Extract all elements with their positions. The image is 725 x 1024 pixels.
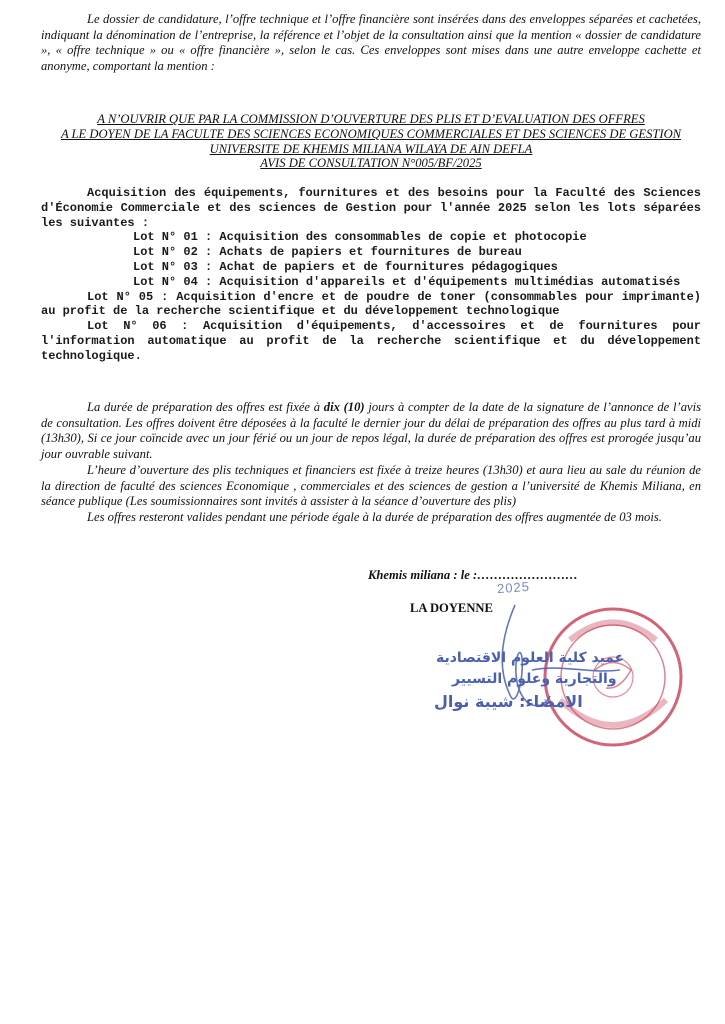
lot-item: Lot N° 04 : Acquisition d'appareils et d'équipements multimédias automatisés	[133, 274, 681, 289]
consultation-object: Acquisition des équipements, fournitures et des besoins pour la Faculté des Sciences d'Économie Commerciale et des sciences de Gestion pour l'année 2025 selon les lots séparées les suivantes :	[41, 186, 701, 230]
address-line-2: A LE DOYEN DE LA FACULTE DES SCIENCES ECONOMIQUES COMMERCIALES ET DES SCIENCES DE GESTION	[60, 126, 682, 141]
stamp-line-1: عميد كلية العلوم الاقتصادية	[436, 650, 625, 666]
lot-item: Lot N° 02 : Achats de papiers et fournitures de bureau	[133, 245, 522, 260]
address-line-1: A N’OUVRIR QUE PAR LA COMMISSION D’OUVERTURE DES PLIS ET D’EVALUATION DES OFFRES	[97, 112, 645, 126]
lot-item: Lot N° 03 : Achat de papiers et de fournitures pédagogiques	[133, 259, 558, 274]
lot-item: Lot N° 01 : Acquisition des consommables de copie et photocopie	[133, 230, 587, 245]
duration-days: dix (10)	[323, 400, 365, 414]
signatory-title: LA DOYENNE	[410, 601, 493, 615]
lot-item: Lot N° 06 : Acquisition d'équipements, d'accessoires et de fournitures pour l'information automatique au profit de la recherche scientifique et du développement technologique.	[41, 319, 701, 363]
address-line-3: UNIVERSITE DE KHEMIS MILIANA WILAYA DE AIN DEFLA	[209, 141, 533, 156]
address-line-4: AVIS DE CONSULTATION N°005/BF/2025	[260, 156, 482, 171]
stamp-line-2: والتجارية وعلوم التسيير	[452, 671, 617, 687]
opening-time-paragraph: L’heure d’ouverture des plis techniques et financiers est fixée à treize heures (13h30) et aura lieu au sale du réunion de la direction de faculté des sciences Economique , commerciales et des sciences de gestion a l’université de Khemis Miliana, en séance publique (Les soumissionnaires sont invités à assister à la séance d’ouverture des plis)	[41, 463, 701, 508]
consultation-object-block	[41, 186, 701, 364]
duration-text-before: La durée de préparation des offres est fixée à	[87, 400, 324, 414]
lot-item: Lot N° 05 : Acquisition d'encre et de poudre de toner (consommables pour imprimante) au profit de la recherche scientifique et du développement technologique	[41, 289, 701, 319]
stamp-line-3: الامضاء: شيبة نوال	[434, 692, 583, 711]
place-date-line: Khemis miliana : le :……………………	[368, 568, 578, 582]
intro-paragraph: Le dossier de candidature, l’offre technique et l’offre financière sont insérées dans des enveloppes séparées et cachetées, indiquant la dénomination de l’entreprise, la référence et l’objet de la consultation ainsi que la mention « dossier de candidature », « offre technique » ou « offre financière », selon le cas. Ces enveloppes sont mises dans une autre enveloppe cachette et anonyme, comportant la mention :	[41, 12, 701, 73]
duration-paragraph	[41, 400, 701, 462]
date-stamp: 2025	[496, 578, 531, 597]
validity-paragraph: Les offres resteront valides pendant une période égale à la durée de préparation des offres augmentée de 03 mois.	[87, 510, 662, 524]
duration-text-after: jours à compter de la date de la signature de l’annonce de l’avis de consultation. Les offres doivent être déposées à la faculté le dernier jour du délai de préparation des offres au plus tard à midi (13h30), Si ce jour coïncide avec un jour férié ou un jour de repos légal, la durée de préparation des offres est prorogée jusqu’au jour ouvrable suivant.	[41, 400, 701, 461]
envelope-address-block	[41, 112, 701, 171]
